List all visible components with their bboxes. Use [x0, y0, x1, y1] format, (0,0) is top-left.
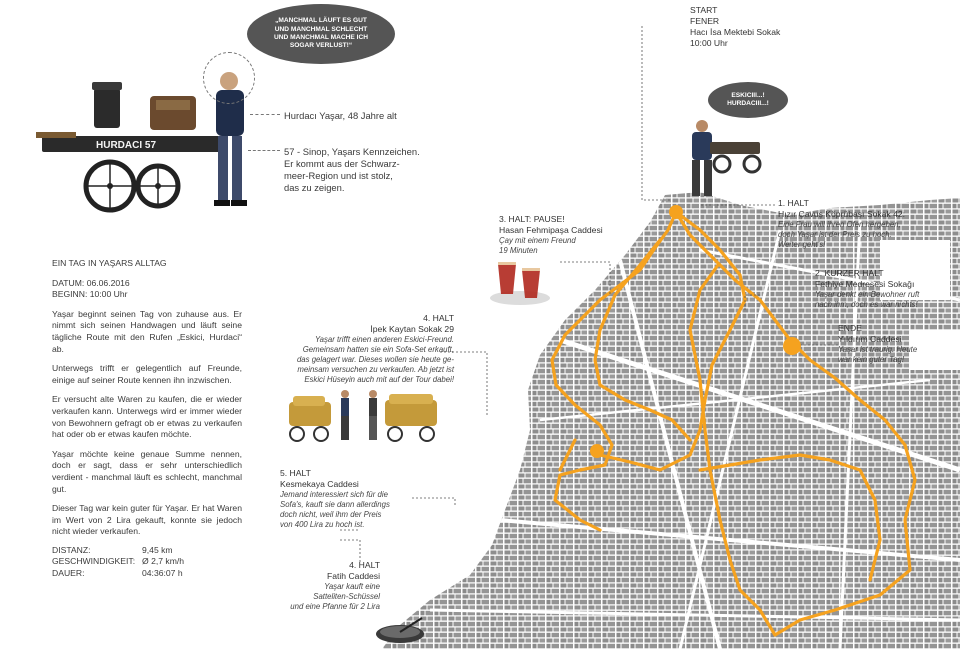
- intro-date: DATUM: 06.06.2016: [52, 277, 130, 288]
- stop-label: START: [690, 5, 718, 15]
- stop-note: Eine Frau will ihren Ofen hergeben,: [778, 220, 901, 229]
- stop-end: [838, 323, 917, 365]
- stop-note: war kein guter Tag!: [838, 355, 905, 364]
- stat-value: 04:36:07 h: [142, 567, 183, 578]
- stop-note: Yaşar ist traurig. Heute: [838, 345, 918, 354]
- stop-note: Sofa's, kauft sie dann allerdings: [280, 500, 390, 509]
- plate-line: 57 - Sinop, Yaşars Kennzeichen.: [284, 146, 420, 157]
- stop-street: Kesmekaya Caddesi: [280, 479, 359, 489]
- cry-line: ESKICIII...!: [731, 91, 765, 99]
- stop-note: Çay mit einem Freund: [499, 236, 576, 245]
- intro-paragraph: Yaşar möchte keine genaue Summe nennen, doch er sagt, dass er sehr unterschiedlich verdient - manchmal läuft es schlecht, manchmal gut.: [52, 448, 242, 494]
- stat-row: [52, 568, 242, 579]
- stop-note: doch nicht, weil ihm der Preis: [280, 510, 382, 519]
- sofa-carts-photo: [285, 388, 445, 448]
- stat-value: Ø 2,7 km/h: [142, 556, 185, 567]
- portrait-circle: [203, 52, 255, 104]
- stop-note: Satteliten-Schüssel: [313, 592, 380, 601]
- leader-line: [248, 150, 280, 151]
- stop-note: nach ihm, doch es war nichts!: [815, 300, 918, 309]
- stop-street: Fethiye Medresesi Sokağı: [815, 279, 915, 289]
- stop-street: Hızır Çavuş Köprübaşı Sokak 42:: [778, 209, 906, 219]
- stop-street: Yıldırım Caddesi: [838, 334, 902, 344]
- quote-line: UND MANCHMAL SCHLECHT: [274, 25, 368, 33]
- stop-note: Yaşar denkt ein Bewohner ruft: [815, 290, 920, 299]
- stop-street: Fatih Caddesi: [326, 571, 380, 581]
- stat-row: [52, 545, 242, 556]
- stop-note: Jemand interessiert sich für die: [280, 490, 388, 499]
- quote-line: SOGAR VERLUST!“: [289, 42, 353, 50]
- stop-note: das gelagert war. Dieses wollen sie heute ge-: [296, 355, 454, 364]
- stop-halt-4a: [262, 313, 454, 385]
- stop-halt-2: [815, 268, 919, 310]
- plate-line: Er kommt aus der Schwarz-: [284, 158, 400, 169]
- stop-note: Gemeinsam hatten sie ein Sofa-Set erkauft,: [302, 345, 454, 354]
- quote-line: UND MANCHMAL MACHE ICH: [273, 34, 368, 41]
- intro-start: BEGINN: 10:00 Uhr: [52, 289, 128, 300]
- intro-paragraph: Unterwegs trifft er gelegentlich auf Freunde, einige auf seiner Route kennen ihn inzwischen.: [52, 363, 242, 385]
- stat-value: 9,45 km: [142, 545, 173, 555]
- stat-label: DAUER:: [52, 567, 85, 578]
- end-marker: [783, 337, 801, 355]
- stop-note: 19 Minuten: [499, 246, 538, 255]
- stop-note: doch Yaşar ist der Preis zu hoch.: [778, 230, 892, 239]
- stop-note: Eskici Hüseyin auch mit auf der Tour dabei!: [304, 375, 454, 384]
- stat-label: GESCHWINDIGKEIT:: [52, 556, 136, 567]
- cart-sign: HURDACI 57: [96, 140, 157, 151]
- quote-line: „MANCHMAL LÄUFT ES GUT: [275, 17, 367, 25]
- stats-block: [52, 545, 242, 579]
- stop-title: 4. HALT: [349, 560, 380, 570]
- stop-note: Weiter geht's!: [778, 240, 826, 249]
- stop-time: 10:00 Uhr: [690, 38, 728, 48]
- stat-row: [52, 556, 242, 567]
- intro-heading: EIN TAG IN YAŞARS ALLTAG: [52, 258, 167, 268]
- halt4-marker: [590, 444, 604, 458]
- intro-paragraph: Dieser Tag war kein guter für Yaşar. Er hat Waren im Wert von 2 Lira gekauft, konnte sie jedoch nicht wieder verkaufen.: [52, 503, 242, 537]
- plate-line: das zu zeigen.: [284, 182, 345, 193]
- plate-line: meer-Region und ist stolz,: [284, 170, 393, 181]
- tea-glasses-photo: [486, 252, 554, 308]
- satellite-dish-photo: [372, 610, 436, 649]
- leader-line: [250, 114, 280, 115]
- stop-district: FENER: [690, 16, 720, 26]
- quote-bubble: [247, 4, 395, 64]
- stop-title: 1. HALT: [778, 198, 809, 208]
- intro-paragraph: Yaşar beginnt seinen Tag von zuhause aus. Er nimmt sich seinen Handwagen und läuft seine tägliche Route mit den Rufen „Eskici, Hurdaci“ ab.: [52, 308, 242, 354]
- stop-title: ENDE: [838, 323, 862, 333]
- stop-note: Yaşar trifft einen anderen Eskici-Freund.: [315, 335, 454, 344]
- walking-man-photo: [672, 118, 772, 210]
- stop-note: Yaşar kauft eine: [324, 582, 380, 591]
- stop-halt-5: [280, 468, 410, 530]
- stop-street: Hacı İsa Mektebi Sokak: [690, 27, 781, 37]
- stop-note: meinsam versuchen zu verkaufen. Ab jetzt ist: [297, 365, 454, 374]
- intro-block: [52, 258, 242, 546]
- stop-title: 5. HALT: [280, 468, 311, 478]
- person-caption: Hurdacı Yaşar, 48 Jahre alt: [284, 110, 397, 121]
- cry-line: HURDACIII...!: [727, 100, 769, 107]
- stop-halt-3: [499, 214, 603, 256]
- stop-street: Hasan Fehmipaşa Caddesi: [499, 225, 603, 235]
- stop-halt-4b: [280, 560, 380, 612]
- stop-title: 4. HALT: [423, 313, 454, 323]
- cry-bubble: [708, 82, 788, 118]
- stop-note: und eine Pfanne für 2 Lira: [290, 602, 380, 611]
- plate-caption: [284, 146, 420, 194]
- stop-title: 2. KURZER HALT: [815, 268, 884, 278]
- intro-paragraph: Er versucht alte Waren zu kaufen, die er wieder verkaufen kann. Unterwegs wird er immer wieder von Bewohnern gefragt ob er etwas zu verkaufen hat oder ob er etwas kaufen möchte.: [52, 394, 242, 440]
- stop-halt-1: [778, 198, 905, 250]
- stop-title: 3. HALT: PAUSE!: [499, 214, 565, 224]
- stop-note: von 400 Lira zu hoch ist.: [280, 520, 365, 529]
- stat-label: DISTANZ:: [52, 545, 91, 555]
- stop-street: İpek Kaytan Sokak 29: [370, 324, 454, 334]
- stop-start: [690, 5, 780, 49]
